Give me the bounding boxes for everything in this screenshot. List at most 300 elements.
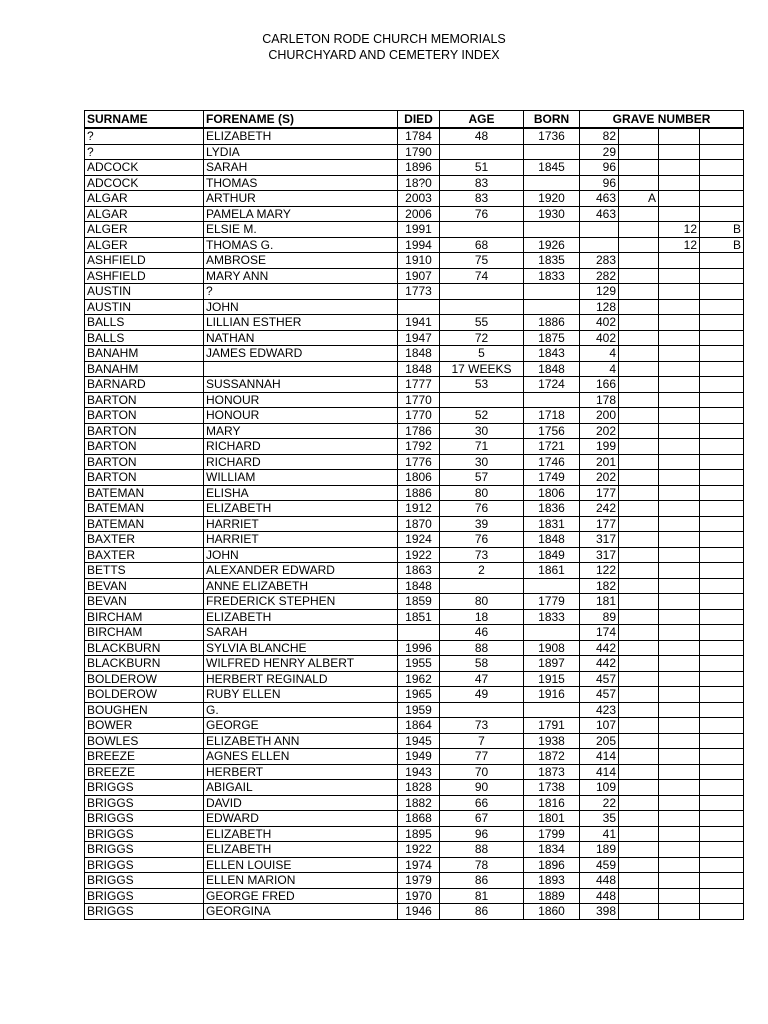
forename-cell: THOMAS G. [204,237,398,253]
table-row [85,563,744,579]
grave-extra-cell [659,718,700,734]
forename-cell: THOMAS [204,175,398,191]
grave-extra-cell [659,175,700,191]
born-cell: 1836 [524,501,580,517]
table-row [85,485,744,501]
grave-extra-cell [659,656,700,672]
died-cell: 1882 [398,795,440,811]
died-cell: 1868 [398,811,440,827]
grave-extra-cell [659,811,700,827]
surname-cell: BEVAN [85,578,204,594]
age-cell: 88 [440,842,524,858]
forename-cell: SUSSANNAH [204,377,398,393]
grave-extra-cell [700,749,744,765]
died-cell: 1777 [398,377,440,393]
age-cell: 17 WEEKS [440,361,524,377]
died-cell: 1941 [398,315,440,331]
forename-cell: G. [204,702,398,718]
grave-number-cell: 41 [580,826,619,842]
died-cell: 1806 [398,470,440,486]
born-cell: 1845 [524,160,580,176]
grave-number-cell: 442 [580,656,619,672]
grave-extra-cell [700,842,744,858]
grave-extra-cell [619,656,659,672]
table-row [85,625,744,641]
age-cell: 81 [440,888,524,904]
forename-cell: ELSIE M. [204,222,398,238]
grave-number-cell: 178 [580,392,619,408]
surname-cell: BALLS [85,315,204,331]
born-cell: 1736 [524,128,580,144]
grave-extra-cell [619,470,659,486]
died-cell: 1848 [398,346,440,362]
born-cell: 1861 [524,563,580,579]
grave-extra-cell [700,128,744,144]
surname-cell: BRIGGS [85,826,204,842]
table-row [85,470,744,486]
surname-cell: ASHFIELD [85,253,204,269]
grave-extra-cell [700,625,744,641]
grave-extra-cell [700,454,744,470]
grave-extra-cell [700,888,744,904]
age-cell: 2 [440,563,524,579]
born-cell: 1875 [524,330,580,346]
died-cell [398,625,440,641]
surname-cell: ALGER [85,237,204,253]
age-cell: 46 [440,625,524,641]
surname-cell: BRIGGS [85,811,204,827]
grave-extra-cell [619,578,659,594]
surname-cell: BOLDEROW [85,687,204,703]
died-cell: 1848 [398,361,440,377]
grave-extra-cell [659,671,700,687]
surname-cell: BIRCHAM [85,625,204,641]
table-row [85,547,744,563]
born-cell: 1833 [524,268,580,284]
grave-extra-cell [619,128,659,144]
grave-extra-cell [700,253,744,269]
grave-extra-cell: B [700,222,744,238]
grave-extra-cell [700,191,744,207]
grave-number-cell: 89 [580,609,619,625]
surname-cell: ALGER [85,222,204,238]
age-cell: 77 [440,749,524,765]
grave-extra-cell: 12 [659,237,700,253]
grave-number-cell: 283 [580,253,619,269]
grave-extra-cell [700,268,744,284]
grave-number-cell: 282 [580,268,619,284]
grave-extra-cell [659,128,700,144]
age-cell: 71 [440,439,524,455]
born-cell: 1756 [524,423,580,439]
age-cell: 75 [440,253,524,269]
surname-cell: BATEMAN [85,485,204,501]
grave-extra-cell [619,516,659,532]
grave-extra-cell [619,392,659,408]
surname-cell: BALLS [85,330,204,346]
grave-number-cell: 4 [580,361,619,377]
born-cell [524,392,580,408]
died-cell: 1859 [398,594,440,610]
born-cell: 1718 [524,408,580,424]
grave-extra-cell [659,439,700,455]
forename-cell: SARAH [204,625,398,641]
grave-number-cell: 457 [580,671,619,687]
forename-cell: ABIGAIL [204,780,398,796]
age-cell: 58 [440,656,524,672]
table-row [85,160,744,176]
grave-extra-cell [619,904,659,920]
grave-extra-cell [700,299,744,315]
table-row [85,454,744,470]
surname-cell: ALGAR [85,191,204,207]
died-cell: 1965 [398,687,440,703]
grave-extra-cell [619,439,659,455]
forename-cell: ? [204,284,398,300]
grave-number-cell: 182 [580,578,619,594]
died-cell: 1848 [398,578,440,594]
surname-cell: BRIGGS [85,888,204,904]
age-cell [440,392,524,408]
grave-extra-cell [619,857,659,873]
table-row [85,640,744,656]
grave-extra-cell [700,501,744,517]
forename-cell: HARRIET [204,532,398,548]
forename-cell: RICHARD [204,454,398,470]
grave-extra-cell [619,144,659,160]
grave-extra-cell [659,888,700,904]
grave-extra-cell [619,764,659,780]
age-cell [440,144,524,160]
grave-extra-cell [659,346,700,362]
died-cell: 1895 [398,826,440,842]
grave-extra-cell [700,811,744,827]
age-cell: 88 [440,640,524,656]
forename-cell: GEORGE [204,718,398,734]
surname-cell: BOLDEROW [85,671,204,687]
grave-extra-cell [659,547,700,563]
grave-number-cell: 200 [580,408,619,424]
forename-cell: HERBERT [204,764,398,780]
grave-extra-cell [659,594,700,610]
grave-extra-cell [619,408,659,424]
died-cell: 1910 [398,253,440,269]
forename-cell: ELIZABETH ANN [204,733,398,749]
grave-extra-cell [700,284,744,300]
grave-extra-cell [619,377,659,393]
died-cell: 1991 [398,222,440,238]
grave-extra-cell [700,346,744,362]
grave-number-cell: 174 [580,625,619,641]
born-cell: 1801 [524,811,580,827]
forename-cell: RUBY ELLEN [204,687,398,703]
grave-extra-cell [659,532,700,548]
forename-cell: SARAH [204,160,398,176]
table-row [85,392,744,408]
grave-extra-cell [700,470,744,486]
header-grave-number: GRAVE NUMBER [580,111,744,129]
grave-number-cell: 29 [580,144,619,160]
grave-extra-cell [659,408,700,424]
grave-extra-cell [700,718,744,734]
age-cell: 73 [440,547,524,563]
born-cell [524,702,580,718]
died-cell: 1994 [398,237,440,253]
age-cell: 83 [440,191,524,207]
born-cell: 1916 [524,687,580,703]
surname-cell: BIRCHAM [85,609,204,625]
born-cell: 1843 [524,346,580,362]
surname-cell: BRIGGS [85,780,204,796]
age-cell: 57 [440,470,524,486]
forename-cell: ELLEN MARION [204,873,398,889]
born-cell [524,284,580,300]
grave-extra-cell [700,408,744,424]
born-cell: 1833 [524,609,580,625]
table-header-row [85,111,744,129]
born-cell: 1816 [524,795,580,811]
grave-extra-cell [659,687,700,703]
table-row [85,315,744,331]
surname-cell: BREEZE [85,764,204,780]
table-row [85,377,744,393]
surname-cell: BANAHM [85,346,204,362]
surname-cell: BRIGGS [85,873,204,889]
grave-extra-cell [659,206,700,222]
forename-cell: ELIZABETH [204,128,398,144]
forename-cell: HARRIET [204,516,398,532]
grave-extra-cell [659,392,700,408]
table-row [85,439,744,455]
grave-extra-cell [619,299,659,315]
forename-cell: GEORGE FRED [204,888,398,904]
grave-number-cell: 96 [580,160,619,176]
died-cell: 1770 [398,408,440,424]
grave-extra-cell [659,857,700,873]
grave-extra-cell [700,361,744,377]
grave-extra-cell [619,826,659,842]
age-cell: 66 [440,795,524,811]
surname-cell: BRIGGS [85,904,204,920]
grave-number-cell: 463 [580,191,619,207]
age-cell [440,222,524,238]
table-row [85,671,744,687]
surname-cell: BLACKBURN [85,640,204,656]
born-cell: 1872 [524,749,580,765]
grave-extra-cell [659,377,700,393]
grave-number-cell: 201 [580,454,619,470]
surname-cell: BARTON [85,439,204,455]
grave-number-cell: 457 [580,687,619,703]
table-row [85,284,744,300]
grave-extra-cell [659,516,700,532]
born-cell: 1749 [524,470,580,486]
grave-number-cell: 107 [580,718,619,734]
table-row [85,222,744,238]
table-row [85,361,744,377]
grave-number-cell: 317 [580,532,619,548]
table-row [85,191,744,207]
table-row [85,857,744,873]
died-cell: 1870 [398,516,440,532]
died-cell: 1886 [398,485,440,501]
grave-extra-cell [619,609,659,625]
header-age: AGE [440,111,524,129]
grave-number-cell: 205 [580,733,619,749]
table-row [85,656,744,672]
forename-cell: ELLEN LOUISE [204,857,398,873]
forename-cell: NATHAN [204,330,398,346]
surname-cell: BARNARD [85,377,204,393]
grave-extra-cell [619,423,659,439]
died-cell: 1922 [398,842,440,858]
header-born: BORN [524,111,580,129]
forename-cell: HERBERT REGINALD [204,671,398,687]
grave-extra-cell [619,594,659,610]
born-cell: 1831 [524,516,580,532]
grave-extra-cell [619,640,659,656]
grave-extra-cell [619,733,659,749]
born-cell: 1835 [524,253,580,269]
grave-extra-cell [700,795,744,811]
grave-extra-cell [700,640,744,656]
grave-extra-cell [659,826,700,842]
table-row [85,888,744,904]
age-cell: 52 [440,408,524,424]
grave-extra-cell [619,346,659,362]
surname-cell: BLACKBURN [85,656,204,672]
grave-extra-cell [700,377,744,393]
grave-extra-cell [659,749,700,765]
died-cell: 1863 [398,563,440,579]
grave-extra-cell [700,175,744,191]
born-cell: 1915 [524,671,580,687]
grave-extra-cell [659,563,700,579]
died-cell: 1962 [398,671,440,687]
table-row [85,718,744,734]
grave-extra-cell [700,144,744,160]
table-row [85,594,744,610]
grave-extra-cell [700,315,744,331]
grave-extra-cell [700,547,744,563]
grave-extra-cell [659,842,700,858]
forename-cell: FREDERICK STEPHEN [204,594,398,610]
born-cell: 1779 [524,594,580,610]
died-cell: 1946 [398,904,440,920]
forename-cell: GEORGINA [204,904,398,920]
grave-number-cell: 109 [580,780,619,796]
grave-extra-cell: A [619,191,659,207]
forename-cell: ANNE ELIZABETH [204,578,398,594]
grave-extra-cell [659,284,700,300]
grave-extra-cell [700,671,744,687]
grave-extra-cell [659,144,700,160]
died-cell: 1896 [398,160,440,176]
age-cell: 55 [440,315,524,331]
died-cell: 1792 [398,439,440,455]
forename-cell: DAVID [204,795,398,811]
surname-cell: AUSTIN [85,299,204,315]
age-cell: 86 [440,904,524,920]
grave-extra-cell [659,764,700,780]
grave-extra-cell [700,563,744,579]
grave-extra-cell [659,640,700,656]
grave-extra-cell [700,578,744,594]
grave-extra-cell [619,532,659,548]
table-row [85,268,744,284]
surname-cell: ALGAR [85,206,204,222]
surname-cell: BAXTER [85,532,204,548]
grave-extra-cell [619,160,659,176]
surname-cell: BEVAN [85,594,204,610]
died-cell: 1974 [398,857,440,873]
grave-extra-cell [619,237,659,253]
grave-number-cell: 202 [580,423,619,439]
grave-number-cell: 35 [580,811,619,827]
table-row [85,749,744,765]
age-cell: 80 [440,594,524,610]
died-cell: 1864 [398,718,440,734]
grave-number-cell: 402 [580,330,619,346]
grave-number-cell: 128 [580,299,619,315]
grave-extra-cell [619,780,659,796]
forename-cell: WILLIAM [204,470,398,486]
died-cell: 1784 [398,128,440,144]
born-cell: 1930 [524,206,580,222]
document-title: CARLETON RODE CHURCH MEMORIALS [262,32,506,46]
grave-extra-cell [659,470,700,486]
born-cell [524,175,580,191]
surname-cell: BOWER [85,718,204,734]
grave-extra-cell [659,191,700,207]
died-cell: 1959 [398,702,440,718]
forename-cell: JOHN [204,547,398,563]
age-cell: 7 [440,733,524,749]
table-row [85,408,744,424]
died-cell: 1943 [398,764,440,780]
born-cell: 1897 [524,656,580,672]
surname-cell: ? [85,128,204,144]
grave-extra-cell [619,888,659,904]
grave-extra-cell [619,795,659,811]
died-cell: 1955 [398,656,440,672]
grave-extra-cell [619,671,659,687]
age-cell: 80 [440,485,524,501]
grave-extra-cell [659,733,700,749]
forename-cell: RICHARD [204,439,398,455]
surname-cell: BARTON [85,470,204,486]
died-cell: 1907 [398,268,440,284]
grave-extra-cell [619,361,659,377]
age-cell: 47 [440,671,524,687]
died-cell: 1851 [398,609,440,625]
died-cell: 2006 [398,206,440,222]
forename-cell: ALEXANDER EDWARD [204,563,398,579]
grave-extra-cell [619,749,659,765]
grave-extra-cell [700,904,744,920]
table-row [85,578,744,594]
grave-number-cell: 402 [580,315,619,331]
forename-cell: LYDIA [204,144,398,160]
grave-extra-cell [659,361,700,377]
died-cell: 1996 [398,640,440,656]
died-cell: 1970 [398,888,440,904]
surname-cell: BARTON [85,392,204,408]
grave-extra-cell [700,160,744,176]
forename-cell: ELIZABETH [204,826,398,842]
grave-extra-cell [659,904,700,920]
grave-extra-cell [619,873,659,889]
